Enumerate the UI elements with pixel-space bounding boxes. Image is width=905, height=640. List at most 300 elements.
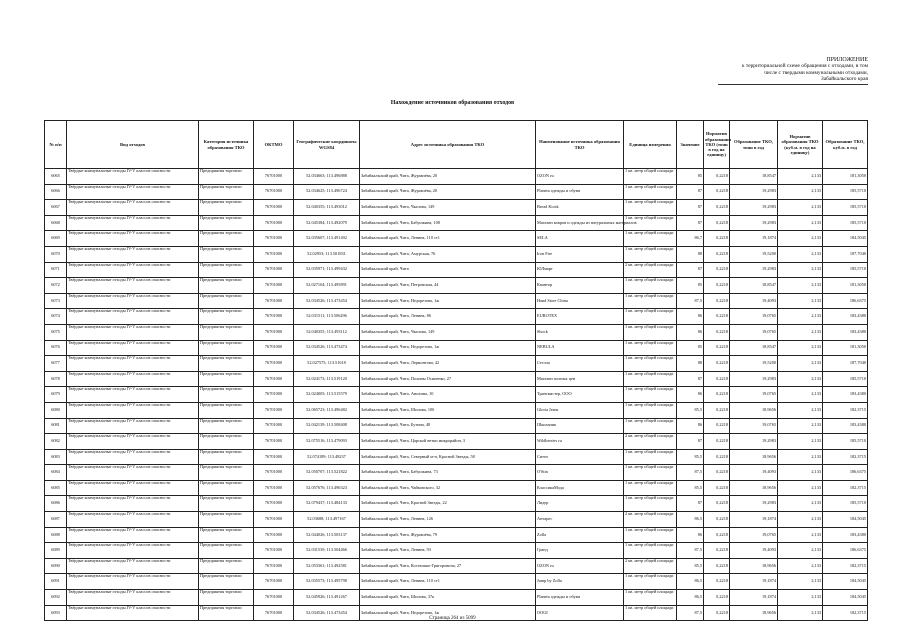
cell-tko-tons: 18,9656 <box>730 480 778 496</box>
cell-norm-m3: 2,133 <box>778 402 823 418</box>
cell-unit: 1 кв. метр общей площади <box>624 324 677 340</box>
cell-unit: 1 кв. метр общей площади <box>624 605 677 621</box>
cell-norm-tons: 0,2218 <box>704 465 730 481</box>
cell-norm-m3: 2,133 <box>778 434 823 450</box>
cell-tko-m3: 182,3715 <box>823 402 868 418</box>
cell-tko-tons: 18,9656 <box>730 402 778 418</box>
cell-source-name: Gloria Jeans <box>536 402 624 418</box>
cell-tko-tons: 19,1874 <box>730 231 778 247</box>
cell-unit: 1 кв. метр общей площади <box>624 169 677 185</box>
cell-number: 6086 <box>45 496 67 512</box>
cell-address: Забайкальский край, Чита, Недорезова, 1ж <box>360 605 536 621</box>
cell-norm-tons: 0,2218 <box>704 215 730 231</box>
cell-source-category: Предприятия торговли <box>199 246 254 262</box>
cell-norm-m3: 2,133 <box>778 480 823 496</box>
cell-value: 86 <box>677 527 704 543</box>
cell-source-category: Предприятия торговли <box>199 184 254 200</box>
cell-source-name: Planeta одежды и обуви <box>536 590 624 606</box>
cell-number: 6069 <box>45 231 67 247</box>
cell-waste-type: Твёрдые коммунальные отходы IV-V классов опасности <box>67 324 199 340</box>
cell-value: 86,5 <box>677 574 704 590</box>
cell-oktmo: 76701000 <box>254 184 294 200</box>
cell-number: 6089 <box>45 543 67 559</box>
cell-tko-m3: 184,5045 <box>823 231 868 247</box>
cell-address: Забайкальский край, Чита, Ленина, 110 ст1 <box>360 574 536 590</box>
cell-source-name: Трансмастер, ООО <box>536 387 624 403</box>
cell-address: Забайкальский край, Чита, Чкалова, 149 <box>360 324 536 340</box>
cell-norm-m3: 2,133 <box>778 371 823 387</box>
cell-source-category: Предприятия торговли <box>199 200 254 216</box>
cell-address: Забайкальский край, Чита <box>360 262 536 278</box>
table-row <box>45 434 868 450</box>
table-row <box>45 356 868 372</box>
cell-source-category: Предприятия торговли <box>199 496 254 512</box>
cell-norm-tons: 0,2218 <box>704 605 730 621</box>
cell-value: 87 <box>677 262 704 278</box>
cell-unit: 1 кв. метр общей площади <box>624 480 677 496</box>
cell-number: 6085 <box>45 480 67 496</box>
cell-coordinates: 52.031511; 113.506296 <box>294 309 360 325</box>
cell-norm-tons: 0,2218 <box>704 324 730 340</box>
cell-value: 87 <box>677 371 704 387</box>
cell-address: Забайкальский край, Чита, Чкалова, 149 <box>360 200 536 216</box>
cell-value: 87 <box>677 184 704 200</box>
cell-tko-m3: 187,7040 <box>823 356 868 372</box>
cell-norm-tons: 0,2218 <box>704 558 730 574</box>
cell-coordinates: 52.034526; 113.473474 <box>294 340 360 356</box>
cell-value: 86,5 <box>677 512 704 528</box>
cell-source-category: Предприятия торговли <box>199 527 254 543</box>
cell-waste-type: Твёрдые коммунальные отходы IV-V классов опасности <box>67 215 199 231</box>
cell-tko-tons: 19,2983 <box>730 200 778 216</box>
cell-source-category: Предприятия торговли <box>199 215 254 231</box>
cell-tko-tons: 19,4093 <box>730 293 778 309</box>
table-row <box>45 293 868 309</box>
header-col-number: № п/п <box>45 121 67 169</box>
cell-address: Забайкальский край, Чита, Шилова, 100 <box>360 402 536 418</box>
cell-tko-m3: 185,5710 <box>823 184 868 200</box>
cell-norm-tons: 0,2218 <box>704 434 730 450</box>
table-row <box>45 496 868 512</box>
cell-number: 6067 <box>45 200 67 216</box>
cell-coordinates: 52.027575; 113.51618 <box>294 356 360 372</box>
cell-source-name: Shock <box>536 324 624 340</box>
cell-waste-type: Твёрдые коммунальные отходы IV-V классов опасности <box>67 449 199 465</box>
cell-address: Забайкальский край, Чита, Журавлёва, 20 <box>360 169 536 185</box>
cell-tko-tons: 18,8547 <box>730 340 778 356</box>
table-row <box>45 371 868 387</box>
cell-oktmo: 76701000 <box>254 496 294 512</box>
cell-norm-tons: 0,2218 <box>704 246 730 262</box>
cell-unit: 1 кв. метр общей площади <box>624 465 677 481</box>
cell-source-name: EUROTEX <box>536 309 624 325</box>
cell-norm-m3: 2,133 <box>778 527 823 543</box>
cell-tko-m3: 183,4380 <box>823 527 868 543</box>
cell-address: Забайкальский край, Чита, Ленина, 86 <box>360 309 536 325</box>
appendix-underline <box>718 84 868 85</box>
cell-tko-tons: 19,0765 <box>730 309 778 325</box>
cell-address: Забайкальский край, Чита, Северный м-н, Красной Звезды, 58 <box>360 449 536 465</box>
cell-address: Забайкальский край, Чита, Ленина, 110 ст1 <box>360 231 536 247</box>
header-col-coordinates: Географические координаты WGS84 <box>294 121 360 169</box>
cell-source-name: Iron Fire <box>536 246 624 262</box>
cell-tko-m3: 186,6375 <box>823 543 868 559</box>
cell-number: 6092 <box>45 590 67 606</box>
cell-number: 6088 <box>45 527 67 543</box>
cell-coordinates: 52.050707; 113.521822 <box>294 465 360 481</box>
cell-source-name: Гранд <box>536 543 624 559</box>
cell-unit: 1 кв. метр общей площади <box>624 278 677 294</box>
cell-waste-type: Твёрдые коммунальные отходы IV-V классов опасности <box>67 558 199 574</box>
cell-coordinates: 52.040355; 113.493012 <box>294 200 360 216</box>
cell-waste-type: Твёрдые коммунальные отходы IV-V классов опасности <box>67 387 199 403</box>
cell-tko-tons: 19,4093 <box>730 543 778 559</box>
cell-waste-type: Твёрдые коммунальные отходы IV-V классов опасности <box>67 496 199 512</box>
cell-oktmo: 76701000 <box>254 278 294 294</box>
cell-source-category: Предприятия торговли <box>199 574 254 590</box>
table-row <box>45 215 868 231</box>
cell-waste-type: Твёрдые коммунальные отходы IV-V классов опасности <box>67 231 199 247</box>
appendix-line-1: к территориальной схеме обращения с отходами, в том <box>741 63 868 70</box>
cell-unit: 1 кв. метр общей площади <box>624 356 677 372</box>
cell-address: Забайкальский край, Чита, Красной Звезды, 22 <box>360 496 536 512</box>
cell-source-category: Предприятия торговли <box>199 387 254 403</box>
cell-unit: 1 кв. метр общей площади <box>624 527 677 543</box>
cell-address: Забайкальский край, Чита, Полины Осипенко, 27 <box>360 371 536 387</box>
cell-oktmo: 76701000 <box>254 356 294 372</box>
cell-waste-type: Твёрдые коммунальные отходы IV-V классов опасности <box>67 527 199 543</box>
cell-norm-tons: 0,2218 <box>704 527 730 543</box>
cell-norm-tons: 0,2218 <box>704 371 730 387</box>
cell-norm-m3: 2,133 <box>778 496 823 512</box>
cell-address: Забайкальский край, Чита, Журавлёва, 79 <box>360 527 536 543</box>
table-row <box>45 169 868 185</box>
cell-unit: 1 кв. метр общей площади <box>624 402 677 418</box>
table-row <box>45 465 868 481</box>
cell-source-category: Предприятия торговли <box>199 231 254 247</box>
table-row <box>45 340 868 356</box>
cell-norm-m3: 2,133 <box>778 543 823 559</box>
cell-value: 85 <box>677 340 704 356</box>
cell-unit: 1 кв. метр общей площади <box>624 418 677 434</box>
cell-norm-tons: 0,2218 <box>704 262 730 278</box>
cell-source-category: Предприятия торговли <box>199 293 254 309</box>
cell-norm-m3: 2,133 <box>778 169 823 185</box>
cell-source-name: КлассикаМода <box>536 480 624 496</box>
cell-waste-type: Твёрдые коммунальные отходы IV-V классов опасности <box>67 184 199 200</box>
cell-source-category: Предприятия торговли <box>199 262 254 278</box>
cell-norm-m3: 2,133 <box>778 356 823 372</box>
cell-value: 86,7 <box>677 231 704 247</box>
cell-source-name: Лидер <box>536 496 624 512</box>
cell-waste-type: Твёрдые коммунальные отходы IV-V классов опасности <box>67 512 199 528</box>
table-row <box>45 543 868 559</box>
cell-tko-tons: 19,2983 <box>730 434 778 450</box>
cell-number: 6091 <box>45 574 67 590</box>
cell-oktmo: 76701000 <box>254 449 294 465</box>
cell-oktmo: 76701000 <box>254 558 294 574</box>
cell-tko-tons: 19,1874 <box>730 590 778 606</box>
cell-value: 88 <box>677 246 704 262</box>
appendix-title: ПРИЛОЖЕНИЕ <box>826 57 868 63</box>
cell-unit: 1 кв. метр общей площади <box>624 246 677 262</box>
header-col-oktmo: ОКТМО <box>254 121 294 169</box>
cell-norm-tons: 0,2218 <box>704 293 730 309</box>
cell-number: 6084 <box>45 465 67 481</box>
cell-norm-m3: 2,133 <box>778 512 823 528</box>
cell-value: 87 <box>677 215 704 231</box>
cell-oktmo: 76701000 <box>254 246 294 262</box>
cell-value: 87,5 <box>677 605 704 621</box>
cell-coordinates: 52.024173; 113.519120 <box>294 371 360 387</box>
cell-norm-tons: 0,2218 <box>704 278 730 294</box>
cell-tko-m3: 185,5710 <box>823 262 868 278</box>
cell-unit: 1 кв. метр общей площади <box>624 371 677 387</box>
cell-oktmo: 76701000 <box>254 418 294 434</box>
cell-value: 88 <box>677 356 704 372</box>
cell-value: 85,5 <box>677 449 704 465</box>
cell-norm-m3: 2,133 <box>778 340 823 356</box>
cell-number: 6081 <box>45 418 67 434</box>
cell-tko-tons: 19,0765 <box>730 387 778 403</box>
cell-value: 86 <box>677 309 704 325</box>
sources-table <box>44 120 868 621</box>
cell-oktmo: 76701000 <box>254 387 294 403</box>
cell-coordinates: 52.074189; 113.48237 <box>294 449 360 465</box>
cell-tko-m3: 186,6375 <box>823 293 868 309</box>
cell-coordinates: 52.045384; 113.492079 <box>294 215 360 231</box>
cell-tko-m3: 183,4380 <box>823 418 868 434</box>
cell-waste-type: Твёрдые коммунальные отходы IV-V классов опасности <box>67 262 199 278</box>
cell-source-category: Предприятия торговли <box>199 169 254 185</box>
cell-source-name: Магазин ковров и одежды из натуральных материалов <box>536 215 624 231</box>
cell-norm-tons: 0,2218 <box>704 231 730 247</box>
cell-number: 6075 <box>45 324 67 340</box>
cell-tko-tons: 19,0765 <box>730 324 778 340</box>
cell-source-category: Предприятия торговли <box>199 449 254 465</box>
table-row <box>45 558 868 574</box>
cell-norm-tons: 0,2218 <box>704 402 730 418</box>
header-col-unit: Единица измерения <box>624 121 677 169</box>
cell-norm-m3: 2,133 <box>778 605 823 621</box>
cell-norm-m3: 2,133 <box>778 215 823 231</box>
cell-unit: 2 кв. метр общей площади <box>624 434 677 450</box>
cell-number: 6087 <box>45 512 67 528</box>
cell-tko-tons: 19,2983 <box>730 496 778 512</box>
cell-source-category: Предприятия торговли <box>199 590 254 606</box>
table-row <box>45 278 868 294</box>
cell-tko-tons: 19,2983 <box>730 371 778 387</box>
cell-coordinates: 52.042139; 113.508408 <box>294 418 360 434</box>
cell-tko-tons: 18,8547 <box>730 278 778 294</box>
header-col-source-category: Категория источника образования ТКО <box>199 121 254 169</box>
cell-address: Забайкальский край, Чита, Амурская, 76 <box>360 246 536 262</box>
cell-norm-tons: 0,2218 <box>704 169 730 185</box>
cell-oktmo: 76701000 <box>254 480 294 496</box>
cell-norm-m3: 2,133 <box>778 324 823 340</box>
cell-source-name: Стелла <box>536 356 624 372</box>
cell-tko-tons: 19,0765 <box>730 418 778 434</box>
document-title: Нахождение источников образования отходов <box>390 100 515 106</box>
cell-number: 6065 <box>45 169 67 185</box>
cell-number: 6072 <box>45 278 67 294</box>
cell-oktmo: 76701000 <box>254 590 294 606</box>
cell-value: 86 <box>677 418 704 434</box>
cell-coordinates: 52.053361; 113.492581 <box>294 558 360 574</box>
cell-tko-m3: 184,5045 <box>823 512 868 528</box>
cell-waste-type: Твёрдые коммунальные отходы IV-V классов опасности <box>67 543 199 559</box>
cell-norm-tons: 0,2218 <box>704 449 730 465</box>
cell-oktmo: 76701000 <box>254 262 294 278</box>
cell-number: 6071 <box>45 262 67 278</box>
cell-waste-type: Твёрдые коммунальные отходы IV-V классов опасности <box>67 371 199 387</box>
cell-number: 6080 <box>45 402 67 418</box>
cell-unit: 1 кв. метр общей площади <box>624 309 677 325</box>
cell-waste-type: Твёрдые коммунальные отходы IV-V классов опасности <box>67 340 199 356</box>
cell-coordinates: 52.079437; 113.484133 <box>294 496 360 512</box>
cell-address: Забайкальский край, Чита, Недорезова, 1ж <box>360 340 536 356</box>
cell-oktmo: 76701000 <box>254 605 294 621</box>
cell-oktmo: 76701000 <box>254 324 294 340</box>
cell-address: Забайкальский край, Чита, Ленина, 126 <box>360 512 536 528</box>
appendix-line-3: Забайкальского края <box>821 76 868 83</box>
cell-address: Забайкальский край, Чита, Журавлёва, 20 <box>360 184 536 200</box>
table-row <box>45 418 868 434</box>
cell-source-name: Квантор <box>536 278 624 294</box>
cell-tko-m3: 183,4380 <box>823 309 868 325</box>
header-col-tko-tons: Образование ТКО, тонн в год <box>730 121 778 169</box>
cell-norm-m3: 2,133 <box>778 387 823 403</box>
cell-unit: 1 кв. метр общей площади <box>624 231 677 247</box>
cell-source-name: SELA <box>536 231 624 247</box>
cell-waste-type: Твёрдые коммунальные отходы IV-V классов опасности <box>67 356 199 372</box>
cell-waste-type: Твёрдые коммунальные отходы IV-V классов опасности <box>67 293 199 309</box>
cell-norm-m3: 2,133 <box>778 184 823 200</box>
cell-unit: 1 кв. метр общей площади <box>624 574 677 590</box>
cell-tko-tons: 19,4093 <box>730 465 778 481</box>
cell-oktmo: 76701000 <box>254 309 294 325</box>
table-row <box>45 231 868 247</box>
cell-tko-m3: 186,6375 <box>823 465 868 481</box>
cell-value: 87 <box>677 200 704 216</box>
cell-source-name: Школьник <box>536 418 624 434</box>
cell-oktmo: 76701000 <box>254 371 294 387</box>
cell-oktmo: 76701000 <box>254 465 294 481</box>
cell-waste-type: Твёрдые коммунальные отходы IV-V классов опасности <box>67 434 199 450</box>
cell-coordinates: 52.034526; 113.473454 <box>294 605 360 621</box>
cell-number: 6070 <box>45 246 67 262</box>
cell-norm-tons: 0,2218 <box>704 590 730 606</box>
header-col-source-name: Наименование источника образования ТКО <box>536 121 624 169</box>
cell-coordinates: 52.03688; 113.497167 <box>294 512 360 528</box>
cell-value: 85,5 <box>677 558 704 574</box>
cell-source-category: Предприятия торговли <box>199 371 254 387</box>
cell-norm-tons: 0,2218 <box>704 387 730 403</box>
cell-norm-tons: 0,2218 <box>704 356 730 372</box>
cell-norm-tons: 0,2218 <box>704 543 730 559</box>
cell-oktmo: 76701000 <box>254 512 294 528</box>
cell-tko-m3: 182,3715 <box>823 605 868 621</box>
cell-number: 6090 <box>45 558 67 574</box>
cell-oktmo: 76701000 <box>254 231 294 247</box>
cell-norm-m3: 2,133 <box>778 590 823 606</box>
header-col-value: Значение <box>677 121 704 169</box>
cell-norm-m3: 2,133 <box>778 558 823 574</box>
cell-norm-m3: 2,133 <box>778 293 823 309</box>
cell-waste-type: Твёрдые коммунальные отходы IV-V классов опасности <box>67 169 199 185</box>
cell-source-name: Hand Store China <box>536 293 624 309</box>
cell-number: 6093 <box>45 605 67 621</box>
cell-source-category: Предприятия торговли <box>199 434 254 450</box>
cell-norm-tons: 0,2218 <box>704 496 730 512</box>
cell-coordinates: 52.034526; 113.473454 <box>294 293 360 309</box>
header-col-norm-tons: Норматив образования ТКО (тонн в год на единицу) <box>704 121 730 169</box>
cell-norm-m3: 2,133 <box>778 449 823 465</box>
cell-address: Забайкальский край, Чита, Недорезова, 1ж <box>360 293 536 309</box>
cell-norm-m3: 2,133 <box>778 278 823 294</box>
cell-unit: 2 кв. метр общей площади <box>624 512 677 528</box>
cell-source-category: Предприятия торговли <box>199 418 254 434</box>
cell-unit: 1 кв. метр общей площади <box>624 449 677 465</box>
cell-address: Забайкальский край, Чита, Ленина, 93 <box>360 543 536 559</box>
cell-tko-m3: 182,3715 <box>823 480 868 496</box>
cell-coordinates: 52.044026; 113.503137 <box>294 527 360 543</box>
cell-source-category: Предприятия торговли <box>199 543 254 559</box>
cell-source-name: Bread Kiosk <box>536 200 624 216</box>
cell-unit: 1 кв. метр общей площади <box>624 293 677 309</box>
cell-source-category: Предприятия торговли <box>199 480 254 496</box>
cell-source-name: Jump by Zolla <box>536 574 624 590</box>
cell-oktmo: 76701000 <box>254 543 294 559</box>
cell-tko-tons: 19,0765 <box>730 527 778 543</box>
cell-source-name: OZON ru <box>536 169 624 185</box>
cell-waste-type: Твёрдые коммунальные отходы IV-V классов опасности <box>67 465 199 481</box>
cell-source-name: Магазин полных цен <box>536 371 624 387</box>
cell-norm-tons: 0,2218 <box>704 512 730 528</box>
cell-norm-tons: 0,2218 <box>704 418 730 434</box>
cell-source-category: Предприятия торговли <box>199 605 254 621</box>
cell-norm-tons: 0,2218 <box>704 184 730 200</box>
cell-value: 86 <box>677 324 704 340</box>
cell-value: 87,5 <box>677 465 704 481</box>
cell-oktmo: 76701000 <box>254 574 294 590</box>
cell-source-name: Zolla <box>536 527 624 543</box>
cell-norm-tons: 0,2218 <box>704 309 730 325</box>
cell-tko-m3: 187,7040 <box>823 246 868 262</box>
cell-unit: 1 кв. метр общей площади <box>624 200 677 216</box>
cell-waste-type: Твёрдые коммунальные отходы IV-V классов опасности <box>67 590 199 606</box>
cell-coordinates: 52.035971; 113.499432 <box>294 262 360 278</box>
table-body <box>45 169 868 621</box>
cell-norm-m3: 2,133 <box>778 200 823 216</box>
cell-number: 6077 <box>45 356 67 372</box>
cell-source-category: Предприятия торговли <box>199 558 254 574</box>
cell-oktmo: 76701000 <box>254 169 294 185</box>
cell-tko-m3: 185,5710 <box>823 496 868 512</box>
table-row <box>45 246 868 262</box>
cell-source-category: Предприятия торговли <box>199 512 254 528</box>
cell-waste-type: Твёрдые коммунальные отходы IV-V классов опасности <box>67 200 199 216</box>
cell-tko-m3: 185,5710 <box>823 434 868 450</box>
cell-norm-m3: 2,133 <box>778 231 823 247</box>
table-row <box>45 480 868 496</box>
cell-address: Забайкальский край, Чита, Петровская, 44 <box>360 278 536 294</box>
cell-tko-m3: 181,3050 <box>823 169 868 185</box>
cell-tko-tons: 19,5200 <box>730 246 778 262</box>
cell-tko-m3: 182,3715 <box>823 449 868 465</box>
cell-tko-tons: 18,9656 <box>730 449 778 465</box>
cell-norm-m3: 2,133 <box>778 574 823 590</box>
